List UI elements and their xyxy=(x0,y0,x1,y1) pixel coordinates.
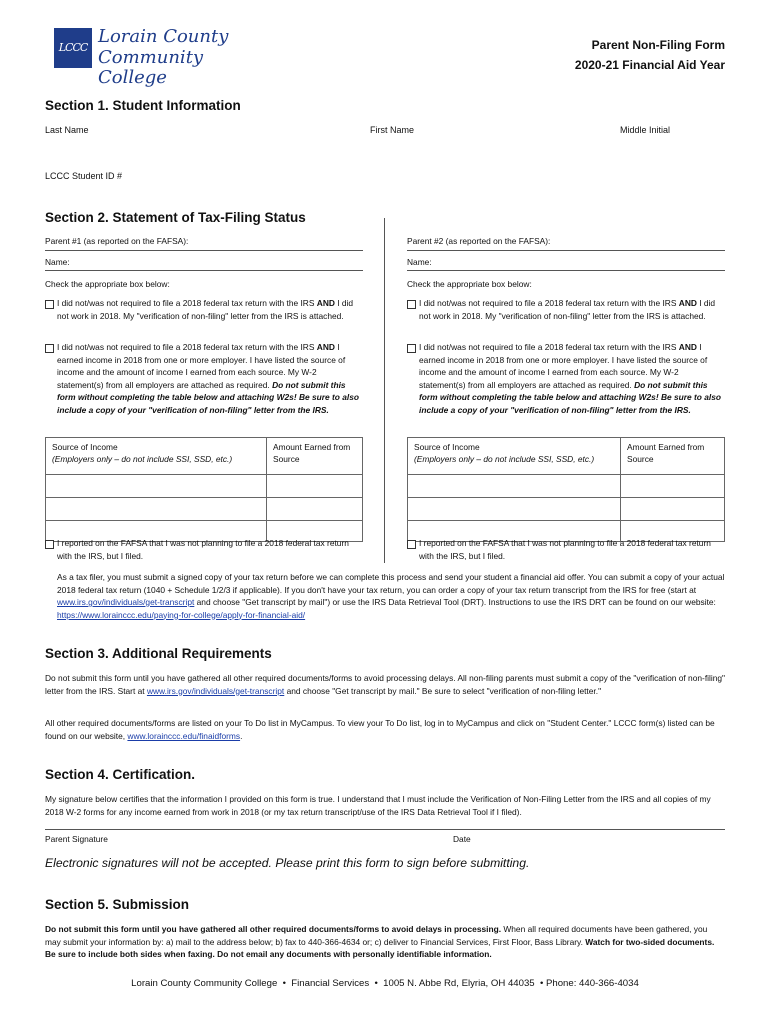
column-divider xyxy=(384,218,385,563)
parent2-label: Parent #2 (as reported on the FAFSA): xyxy=(407,236,551,246)
table-col-source-note: (Employers only – do not include SSI, SSD, etc.) xyxy=(414,454,595,464)
parent1-name-field[interactable] xyxy=(75,254,360,268)
parent1-option3-checkbox[interactable] xyxy=(45,540,54,549)
section2-heading: Section 2. Statement of Tax-Filing Status xyxy=(45,210,306,225)
first-name-field[interactable] xyxy=(370,138,615,158)
parent1-option3-text: I reported on the FAFSA that I was not planning to file a 2018 federal tax return with the IRS, but I filed. xyxy=(57,538,349,561)
parent2-option3-text: I reported on the FAFSA that I was not planning to file a 2018 federal tax return with the IRS, but I filed. xyxy=(419,538,711,561)
parent1-label: Parent #1 (as reported on the FAFSA): xyxy=(45,236,189,246)
table-row[interactable] xyxy=(408,475,725,498)
divider xyxy=(407,270,725,271)
table-col-source-note: (Employers only – do not include SSI, SSD, etc.) xyxy=(52,454,233,464)
parent1-option1-text: I did not/was not required to file a 2018 federal tax return with the IRS AND I did not work in 2018. My "verification of non-filing" letter from the IRS is attached. xyxy=(57,298,354,321)
student-id-field[interactable] xyxy=(135,166,335,184)
logo xyxy=(54,26,269,88)
table-col-source: Source of Income xyxy=(414,442,480,452)
form-title: Parent Non-Filing Form xyxy=(591,38,725,52)
table-row[interactable] xyxy=(46,498,363,521)
parent2-option1-checkbox[interactable] xyxy=(407,300,416,309)
table-col-source: Source of Income xyxy=(52,442,118,452)
table-row[interactable] xyxy=(46,475,363,498)
logo-line1: Lorain County xyxy=(98,26,229,47)
section3-paragraph1: Do not submit this form until you have gathered all other required documents/forms to avoid processing delays. All non-filing parents must submit a copy of the "verification of non-filing" letter from the IRS. Start at www.irs.gov/individuals/get-transcript and choose "Get transcript by mail." Be sure to select "verification of non-filing letter." xyxy=(45,673,726,696)
tax-filer-paragraph: As a tax filer, you must submit a signed copy of your tax return before we can complete this process and send your student a financial aid offer. You can submit a copy of your actual 2018 federal tax return (1040 + Schedule 1/2/3 if applicable). If you don't have your tax return, you can order a copy of your tax return transcript from the IRS for free (start at www.irs.gov/individuals/get-transcript and choose "Get transcript by mail") or use the IRS Data Retrieval Tool (DRT). Instructions to use the IRS DRT can be found on our website: https://www.lorainccc.edu/paying-for-college/apply-for-financial-aid/ xyxy=(57,572,725,620)
student-id-label: LCCC Student ID # xyxy=(45,171,123,181)
first-name-label: First Name xyxy=(370,125,415,135)
submission-paragraph: Do not submit this form until you have gathered all other required documents/forms to avoid delays in processing. When all required documents have been gathered, you may submit your information by: a) mail to the address below; b) fax to 440-366-4634 or; c) deliver to Financial Services, First Floor, Bass Library. Watch for two-sided documents. Be sure to include both sides when faxing. Do not email any documents with personally identifiable information. xyxy=(45,924,715,959)
logo-monogram: LCCC xyxy=(54,28,92,68)
parent1-check-label: Check the appropriate box below: xyxy=(45,279,170,289)
table-col-amount: Amount Earned from Source xyxy=(627,442,705,464)
table-col-amount: Amount Earned from Source xyxy=(273,442,351,464)
parent1-option1-checkbox[interactable] xyxy=(45,300,54,309)
date-label: Date xyxy=(453,834,471,844)
footer: Lorain County Community College • Financial Services • 1005 N. Abbe Rd, Elyria, OH 44035 • Phone: 440-366-4034 xyxy=(131,978,639,989)
section5-heading: Section 5. Submission xyxy=(45,897,190,912)
parent2-name-field[interactable] xyxy=(437,254,722,268)
section1-heading: Section 1. Student Information xyxy=(45,98,241,113)
parent2-option3-checkbox[interactable] xyxy=(407,540,416,549)
table-row[interactable] xyxy=(408,498,725,521)
parent-signature-label: Parent Signature xyxy=(45,834,108,844)
logo-line2: Community College xyxy=(98,47,204,88)
finaidforms-link[interactable]: www.lorainccc.edu/finaidforms xyxy=(127,730,241,741)
divider xyxy=(45,270,363,271)
last-name-field[interactable] xyxy=(45,138,365,158)
divider xyxy=(45,250,363,251)
section4-heading: Section 4. Certification. xyxy=(45,767,196,782)
parent1-option2-checkbox[interactable] xyxy=(45,344,54,353)
certification-text: My signature below certifies that the information I provided on this form is true. I understand that I must include the Verification of Non-Filing Letter from the IRS and all copies of my 2018 W-2 forms for any income earned from work in 2018 (or my tax return transcript/use of the IRS Data Retrieval Tool if I filed). xyxy=(45,794,711,817)
middle-initial-field[interactable] xyxy=(620,138,725,158)
parent1-option2-text: I did not/was not required to file a 2018 federal tax return with the IRS AND I earned income in 2018 from one or more employer. I have listed the source of income and the amount of income I earned from each source. My W-2 statement(s) from all employers are attached as required. Do not submit this form without completing the table below and attaching W2s! Be sure to also include a copy of your "verification of non-filing" letter from the IRS. xyxy=(57,342,359,415)
parent2-option1-text: I did not/was not required to file a 2018 federal tax return with the IRS AND I did not work in 2018. My "verification of non-filing" letter from the IRS is attached. xyxy=(419,298,716,321)
middle-initial-label: Middle Initial xyxy=(620,125,671,135)
last-name-label: Last Name xyxy=(45,125,89,135)
parent1-income-table xyxy=(45,437,363,542)
parent2-name-label: Name: xyxy=(407,257,432,267)
section3-paragraph2: All other required documents/forms are listed on your To Do list in MyCampus. To view your To Do list, log in to MyCampus and click on "Student Center." LCCC form(s) listed can be found on our website, www.lorainccc.edu/finaidforms. xyxy=(45,718,715,741)
parent1-name-label: Name: xyxy=(45,257,70,267)
divider xyxy=(407,250,725,251)
divider xyxy=(45,829,725,830)
parent-signature-field[interactable] xyxy=(45,810,445,828)
parent2-option2-checkbox[interactable] xyxy=(407,344,416,353)
date-field[interactable] xyxy=(453,810,723,828)
parent2-check-label: Check the appropriate box below: xyxy=(407,279,532,289)
form-year: 2020-21 Financial Aid Year xyxy=(574,58,725,72)
section3-heading: Section 3. Additional Requirements xyxy=(45,646,272,661)
lccc-financial-aid-link[interactable]: https://www.lorainccc.edu/paying-for-college/apply-for-financial-aid/ xyxy=(57,609,306,620)
electronic-signature-notice: Electronic signatures will not be accepted. Please print this form to sign before submitting. xyxy=(45,856,530,870)
irs-transcript-link[interactable]: www.irs.gov/individuals/get-transcript xyxy=(57,597,195,607)
parent2-income-table xyxy=(407,437,725,542)
parent2-option2-text: I did not/was not required to file a 2018 federal tax return with the IRS AND I earned income in 2018 from one or more employer. I have listed the source of income and the amount of income I earned from each source. My W-2 statement(s) from all employers are attached as required. Do not submit this form without completing the table below and attaching W2s! Be sure to also include a copy of your "verification of non-filing" letter from the IRS. xyxy=(419,342,721,415)
irs-transcript-link[interactable]: www.irs.gov/individuals/get-transcript xyxy=(146,685,285,696)
